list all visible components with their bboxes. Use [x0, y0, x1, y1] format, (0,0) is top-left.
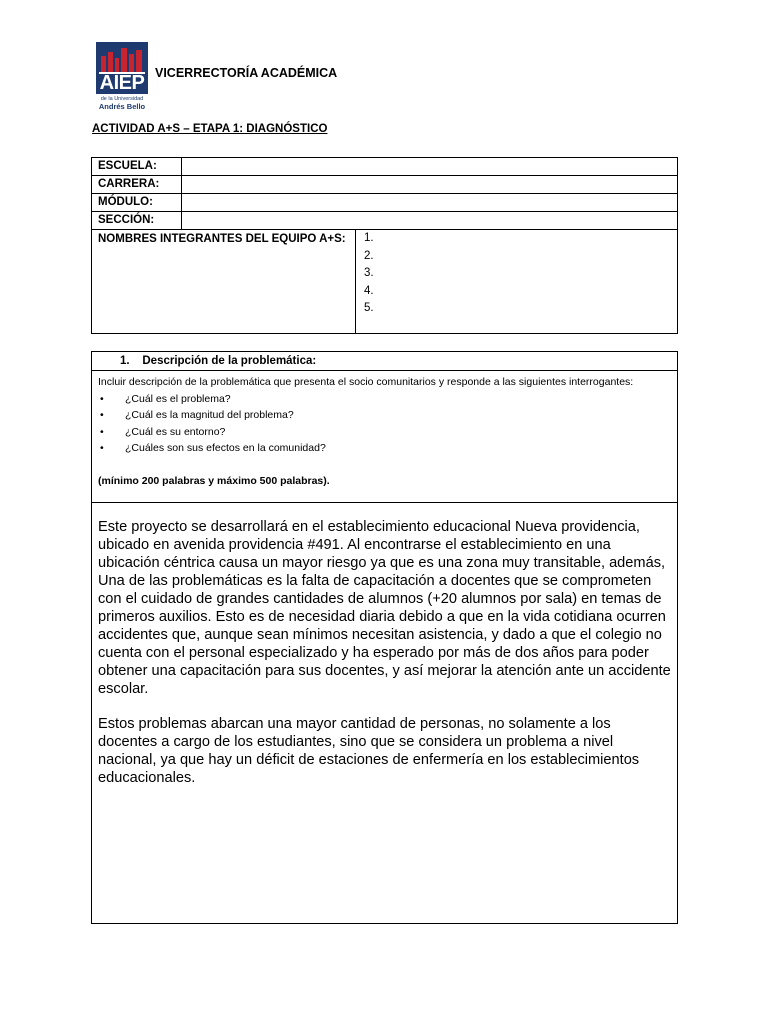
field-label-seccion: SECCIÓN: [92, 212, 182, 230]
field-value-seccion[interactable] [182, 212, 678, 230]
team-member-number: 1. [364, 232, 374, 244]
field-value-escuela[interactable] [182, 158, 678, 176]
question-item: • ¿Cuál es el problema? [98, 391, 671, 408]
course-info-table [91, 157, 678, 334]
table-row [92, 158, 678, 176]
field-value-modulo[interactable] [182, 194, 678, 212]
aiep-logo [96, 42, 148, 114]
question-list [98, 391, 671, 457]
table-row [92, 194, 678, 212]
activity-title: ACTIVIDAD A+S – ETAPA 1: DIAGNÓSTICO [92, 123, 328, 135]
question-item: • ¿Cuál es la magnitud del problema? [98, 407, 671, 424]
team-members-label: NOMBRES INTEGRANTES DEL EQUIPO A+S: [92, 230, 356, 334]
team-member-number: 3. [364, 267, 374, 279]
field-label-escuela: ESCUELA: [92, 158, 182, 176]
question-item: • ¿Cuál es su entorno? [98, 424, 671, 441]
instructions-text: Incluir descripción de la problemática que presenta el socio comunitarios y responde a las siguientes interrogantes: [98, 376, 634, 388]
section-number: 1. [120, 355, 130, 367]
question-item: • ¿Cuáles son sus efectos en la comunidad? [98, 440, 671, 457]
table-row [92, 230, 678, 334]
problem-description-section [91, 351, 678, 924]
field-label-carrera: CARRERA: [92, 176, 182, 194]
team-member-number: 5. [364, 302, 374, 314]
table-row [92, 176, 678, 194]
section-title: Descripción de la problemática: [142, 355, 317, 367]
logo-emblem [96, 42, 148, 94]
team-members-list[interactable] [356, 230, 678, 334]
answer-paragraph: Este proyecto se desarrollará en el establecimiento educacional Nueva providencia, ubicado en avenida providencia #491. Al encontrarse el establecimiento en una ubicación céntrica causa un mayor riesgo ya que es una zona muy transitable, además, Una de las problemáticas es la falta de capacitación a docentes que se comprometen con el cuidado de grandes cantidades de alumnos (+20 alumnos por sala) en temas de primeros auxilios. Esto es de necesidad diaria debido a que en la vida cotidiana ocurren accidentes que, aunque sean mínimos necesitan asistencia, y dado a que el colegio no cuenta con el personal especializado y ha esperado por más de dos años para poder obtener una capacitación para sus docentes, y así mejorar la atención ante un accidente escolar. [98, 519, 671, 697]
answer-area[interactable] [92, 503, 677, 787]
table-row [92, 212, 678, 230]
answer-paragraph: Estos problemas abarcan una mayor cantidad de personas, no solamente a los docentes a cargo de los estudiantes, sino que se considera un problema a nivel nacional, ya que hay un déficit de estaciones de enfermería en los establecimientos educacionales. [98, 716, 640, 786]
section-heading [92, 352, 677, 371]
logo-subtitle: de la Universidad [100, 96, 144, 102]
logo-subtitle-university: Andrés Bello [98, 102, 146, 111]
logo-wordmark: AIEP [99, 72, 145, 94]
section-instructions [92, 371, 677, 503]
department-title: VICERRECTORÍA ACADÉMICA [155, 66, 338, 80]
logo-buildings-icon [99, 46, 145, 74]
field-label-modulo: MÓDULO: [92, 194, 182, 212]
team-member-number: 2. [364, 249, 374, 262]
field-value-carrera[interactable] [182, 176, 678, 194]
word-limit-note: (mínimo 200 palabras y máximo 500 palabras). [98, 474, 330, 487]
team-member-number: 4. [364, 284, 374, 297]
